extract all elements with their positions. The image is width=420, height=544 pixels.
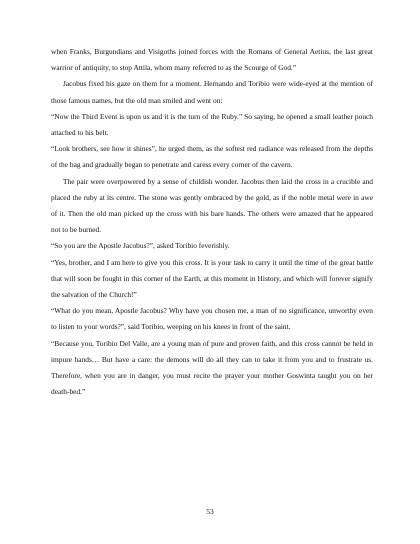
page-body-text (51, 44, 373, 400)
page-number: 53 (206, 507, 214, 516)
paragraph: “What do you mean, Apostle Jacobus? Why have you chosen me, a man of no significance, unworthy even to listen to your words?”, said Toribio, weeping on his knees in front of the saint. (51, 306, 373, 332)
paragraph: The pair were overpowered by a sense of childish wonder. Jacobus then laid the cross in a crucible and placed the ruby at its centre. The stone was gently embraced by the gold, as if the noble metal were in awe of it. Then the old man picked up the cross with his bare hands. The others were amazed that he appeared not to be burned. (51, 176, 373, 235)
paragraph: “Yes, brother, and I am here to give you this cross. It is your task to carry it until the time of the great battle that will soon be fought in this corner of the Earth, at this moment in History, and which will forever signify the salvation of the Church!” (51, 257, 373, 300)
paragraph: “Because you, Toribio Del Valle, are a young man of pure and proven faith, and this cross cannot be held in impure hands… But have a care: the demons will do all they can to take it from you and to frustrate us. Therefore, when you are in danger, you must recite the prayer your mother Goswinta taught you on her death-bed.” (51, 338, 373, 397)
paragraph: “So you are the Apostle Jacobus?”, asked Toribio feverishly. (51, 241, 230, 251)
paragraph: when Franks, Burgundians and Visigoths joined forces with the Romans of General Aetius, the last great warrior of antiquity, to stop Attila, whom many referred to as the Scourge of God.” (51, 47, 373, 73)
paragraph: “Now the Third Event is upon us and it is the turn of the Ruby.” So saying, he opened a small leather pouch attached to his belt. (51, 111, 373, 138)
paragraph: “Look brothers, see how it shines”, he urged them, as the softest red radiance was released from the depths of the bag and gradually began to penetrate and caress every corner of the cavern. (51, 144, 373, 170)
paragraph: Jacobus fixed his gaze on them for a moment. Hernando and Toribio were wide-eyed at the mention of those famous names, but the old man smiled and went on: (51, 79, 373, 105)
